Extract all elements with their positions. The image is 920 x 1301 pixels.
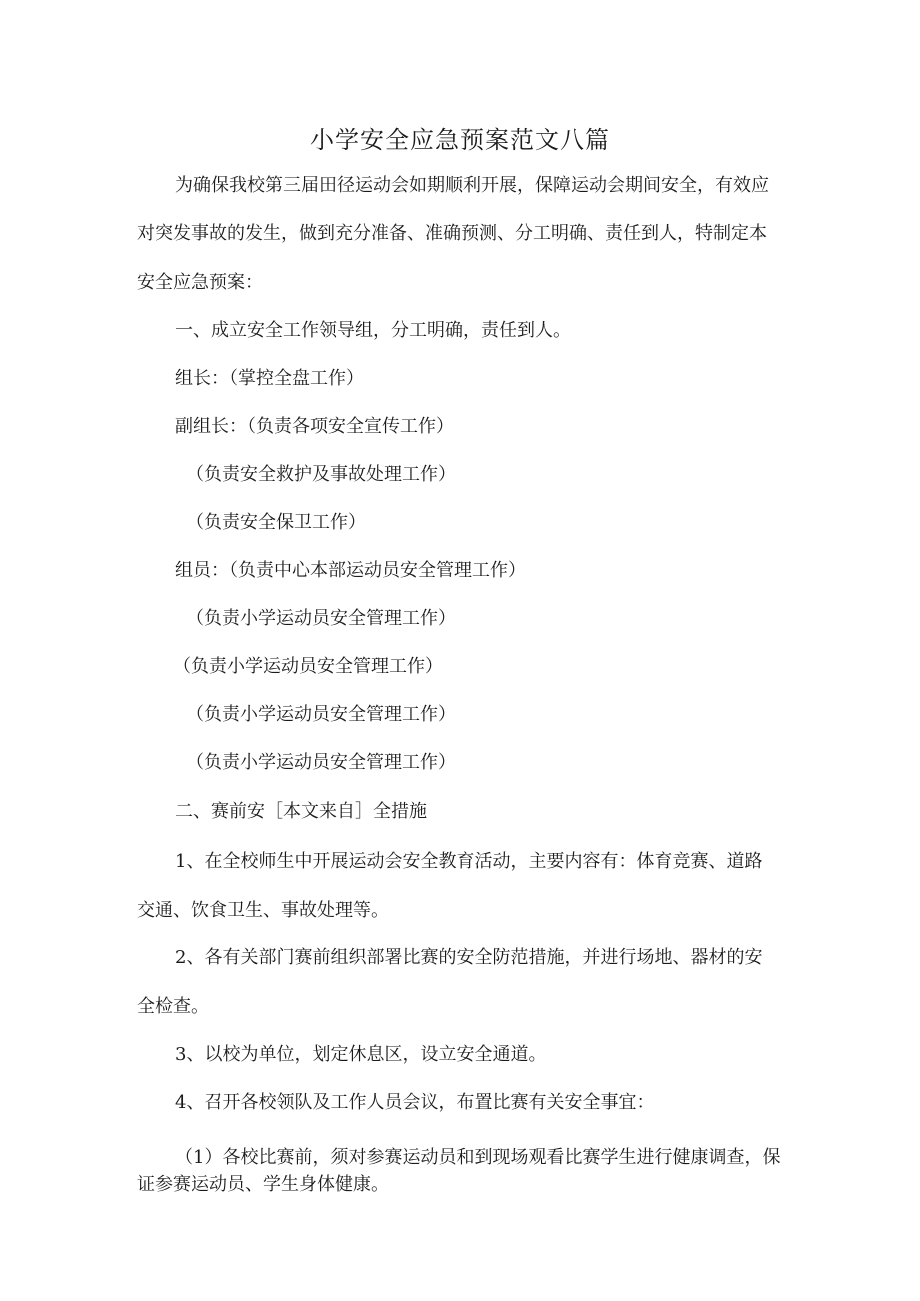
paragraph-line: 副组长：（负责各项安全宣传工作） <box>175 416 454 437</box>
paragraph-line: （1）各校比赛前，须对参赛运动员和到现场观看比赛学生进行健康调查，保 <box>175 1147 781 1168</box>
paragraph-line: 全检查。 <box>137 996 209 1017</box>
paragraph-line: 组长：（掌控全盘工作） <box>175 368 364 389</box>
paragraph-line: （负责小学运动员安全管理工作） <box>173 656 443 677</box>
paragraph-line: （负责安全保卫工作） <box>186 512 366 533</box>
paragraph-line: （负责小学运动员安全管理工作） <box>186 608 456 629</box>
document-title: 小学安全应急预案范文八篇 <box>310 126 610 154</box>
paragraph-line: 组员：（负责中心本部运动员安全管理工作） <box>175 560 526 581</box>
paragraph-line: 证参赛运动员、学生身体健康。 <box>137 1174 389 1195</box>
paragraph-line: 对突发事故的发生，做到充分准备、准确预测、分工明确、责任到人，特制定本 <box>137 223 767 244</box>
paragraph-line: 1、在全校师生中开展运动会安全教育活动，主要内容有：体育竞赛、道路 <box>175 851 763 872</box>
paragraph-line: 3、以校为单位，划定休息区，设立安全通道。 <box>175 1044 547 1065</box>
paragraph-line: 2、各有关部门赛前组织部署比赛的安全防范措施，并进行场地、器材的安 <box>175 947 763 968</box>
section-heading: 一、成立安全工作领导组，分工明确，责任到人。 <box>175 320 571 341</box>
paragraph-line: 安全应急预案： <box>137 272 263 293</box>
paragraph-line: （负责小学运动员安全管理工作） <box>186 704 456 725</box>
paragraph-line: （负责小学运动员安全管理工作） <box>186 752 456 773</box>
paragraph-line: 为确保我校第三届田径运动会如期顺利开展，保障运动会期间安全，有效应 <box>175 175 769 196</box>
section-heading: 二、赛前安［本文来自］全措施 <box>175 801 427 822</box>
paragraph-line: 交通、饮食卫生、事故处理等。 <box>137 900 389 921</box>
paragraph-line: （负责安全救护及事故处理工作） <box>186 464 456 485</box>
paragraph-line: 4、召开各校领队及工作人员会议，布置比赛有关安全事宜： <box>175 1092 655 1113</box>
